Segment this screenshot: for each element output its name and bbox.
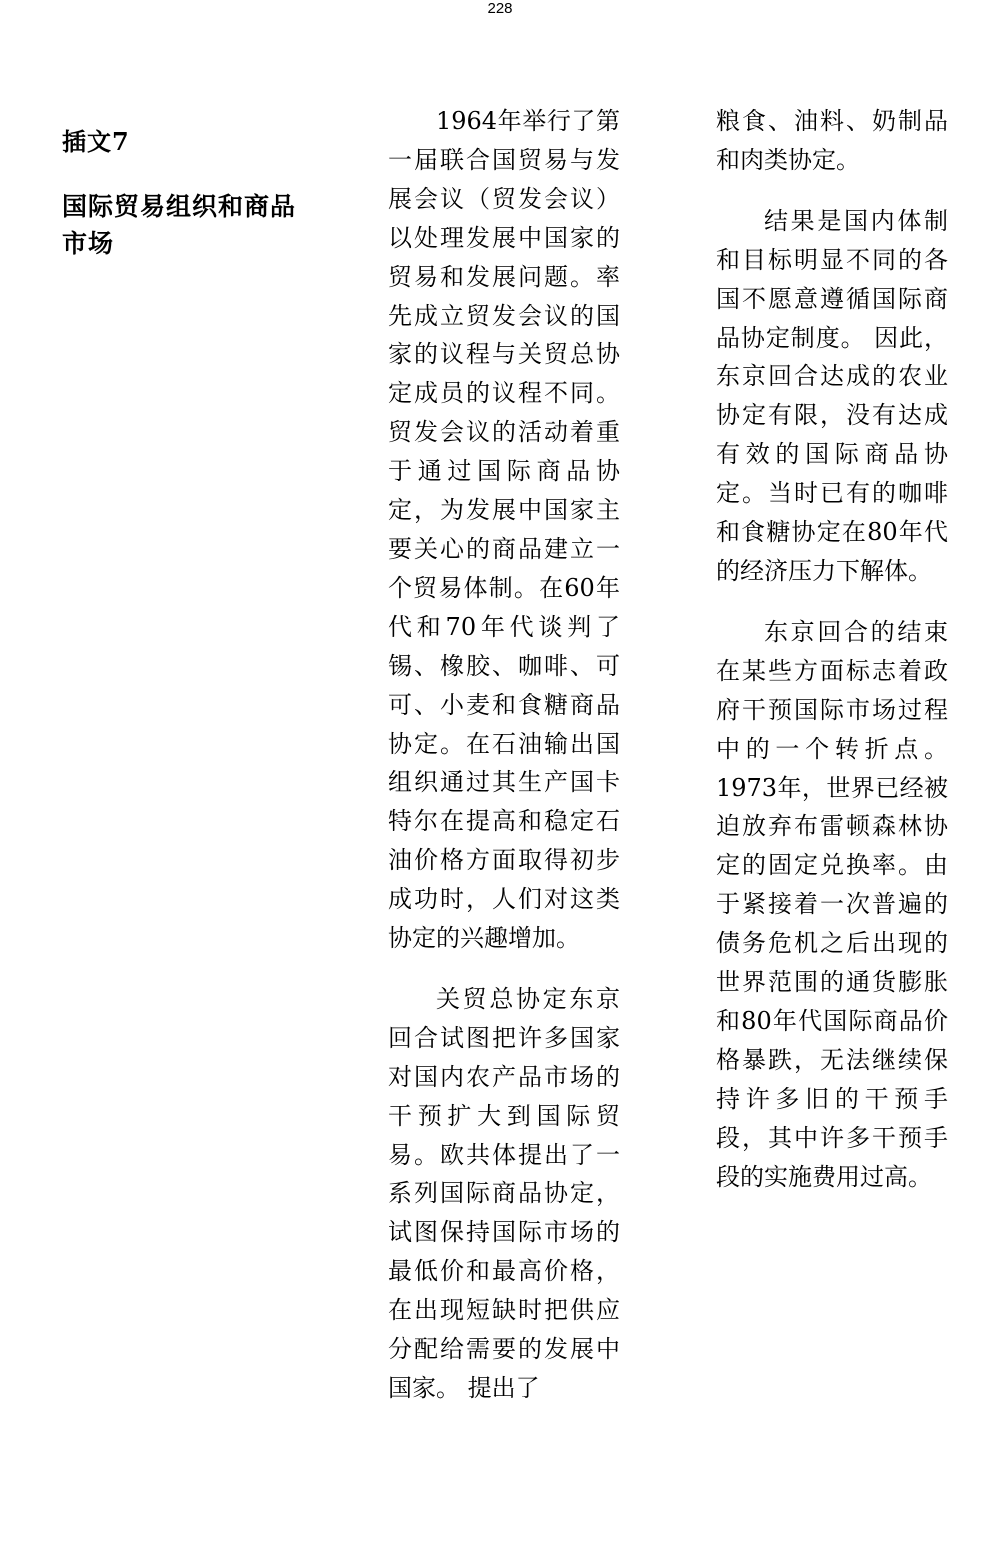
insert-label: 插文7 [62, 127, 130, 156]
paragraph: 1964年举行了第一届联合国贸易与发展会议（贸发会议）以处理发展中国家的贸易和发展问题。率先成立贸发会议的国家的议程与关贸总协定成员的议程不同。贸发会议的活动着重于通过国际商品协定，为发展中国家主要关心的商品建立一个贸易体制。在60年代和70年代谈判了锡、橡胶、咖啡、可可、小麦和食糖商品协定。在石油输出国组织通过其生产国卡特尔在提高和稳定石油价格方面取得初步成功时，人们对这类协定的兴趣增加。 [388, 107, 620, 953]
paragraph: 东京回合的结束在某些方面标志着政府干预国际市场过程中的一个转折点。1973年，世界已经被迫放弃布雷顿森林协定的固定兑换率。由于紧接着一次普遍的债务危机之后出现的世界范围的通货膨胀和80年代国际商品价格暴跌，无法继续保持许多旧的干预手段，其中许多干预手段的实施费用过高。 [716, 617, 948, 1191]
text-column-1 [388, 102, 620, 1408]
paragraph: 结果是国内体制和目标明显不同的各国不愿意遵循国际商品协定制度。 因此，东京回合达成的农业协定有限，没有达成有效的国际商品协定。当时已有的咖啡和食糖协定在80年代的经济压力下解体。 [716, 206, 948, 585]
insert-sidebar [62, 124, 302, 262]
insert-title: 国际贸易组织和商品市场 [62, 192, 297, 258]
paragraph: 关贸总协定东京回合试图把许多国家对国内农产品市场的干预扩大到国际贸易。欧共体提出了一系列国际商品协定，试图保持国际市场的最低价和最高价格，在出现短缺时把供应分配给需要的发展中国家。 提出了 [388, 984, 620, 1402]
page-number: 228 [487, 0, 513, 17]
text-column-2 [716, 102, 948, 1196]
paragraph-continuation: 粮食、油料、奶制品和肉类协定。 [716, 107, 948, 174]
